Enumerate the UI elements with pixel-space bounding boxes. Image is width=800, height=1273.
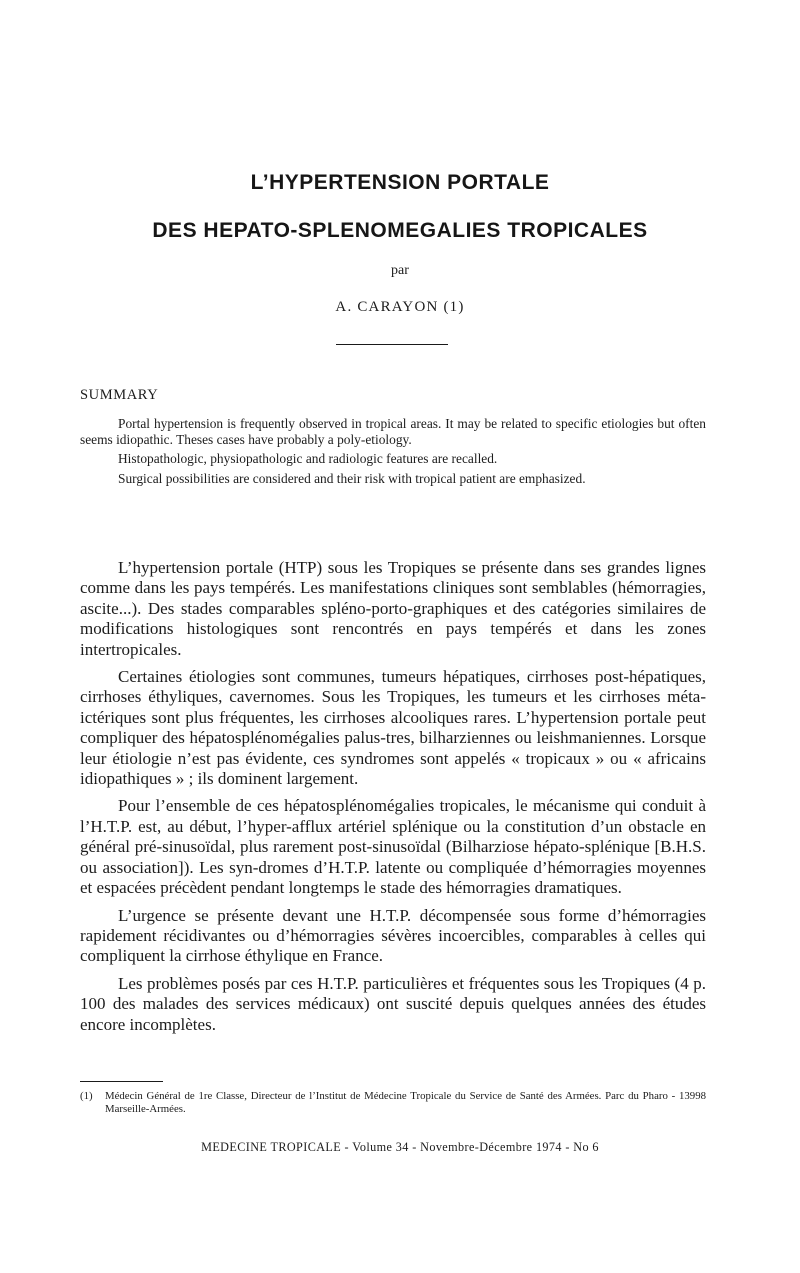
footnote-mark: (1) bbox=[80, 1090, 93, 1102]
body-paragraph: L’hypertension portale (HTP) sous les Tropiques se présente dans ses grandes lignes comme dans les pays tempérés. Les manifestations cliniques sont semblables (hémorragies, ascite...). Des stades comparables spléno-porto-graphiques et des catégories similaires de modifications histologiques sont rencontrés en pays tempérés et dans les zones intertropicales. bbox=[80, 558, 706, 659]
summary-paragraph: Surgical possibilities are considered and their risk with tropical patient are emphasized. bbox=[118, 470, 586, 486]
article-body bbox=[80, 558, 706, 1042]
body-paragraph: L’urgence se présente devant une H.T.P. décompensée sous forme d’hémorragies rapidement récidivantes ou d’hémorragies sévères incoercibles, comparables à celles qui compliquent la cirrhose éthylique en France. bbox=[80, 905, 706, 966]
body-paragraph: Certaines étiologies sont communes, tumeurs hépatiques, cirrhoses post-hépatiques, cirrhoses éthyliques, cavernomes. Sous les Tropiques, les tumeurs et les cirrhoses méta-ictériques sont plus fréquentes, les cirrhoses alcooliques rares. L’hypertension portale peut compliquer des hépatosplénomégalies palus-tres, bilharziennes ou leishmaniennes. Lorsque leur étiologie n’est pas évidente, ces syndromes sont appelés « tropicaux » ou « africains idiopathiques » ; ils dominent largement. bbox=[80, 667, 706, 789]
summary-section bbox=[80, 416, 706, 490]
body-paragraph: Pour l’ensemble de ces hépatosplénomégalies tropicales, le mécanisme qui conduit à l’H.T.P. est, au début, l’hyper-afflux artériel splénique ou la constitution d’un obstacle en général pré-sinusoïdal, plus rarement post-sinusoïdal (Bilharziose hépato-splénique [B.H.S. ou association]). Les syn-dromes d’H.T.P. latente ou compliquée d’hémorragies moyennes et espacées précèdent pendant longtemps le stade des hémorragies dramatiques. bbox=[80, 796, 706, 898]
summary-paragraph: Histopathologic, physiopathologic and radiologic features are recalled. bbox=[118, 451, 498, 466]
footnote bbox=[80, 1090, 706, 1116]
running-footer: MEDECINE TROPICALE - Volume 34 - Novembre-Décembre 1974 - No 6 bbox=[201, 1140, 599, 1154]
summary-paragraph: Portal hypertension is frequently observed in tropical areas. It may be related to specific etiologies but often seems idiopathic. Theses cases have probably a poly-etiology. bbox=[80, 416, 706, 447]
article-title-line-2: DES HEPATO-SPLENOMEGALIES TROPICALES bbox=[152, 219, 648, 242]
article-title-line-1: L’HYPERTENSION PORTALE bbox=[250, 171, 550, 194]
body-paragraph: Les problèmes posés par ces H.T.P. particulières et fréquentes sous les Tropiques (4 p. 100 des malades des services médicaux) ont suscité depuis quelques années des études encore incomplètes. bbox=[80, 973, 706, 1034]
footnote-text: Médecin Général de 1re Classe, Directeur de l’Institut de Médecine Tropicale du Service de Santé des Armées. Parc du Pharo - 13998 Marseille-Armées. bbox=[105, 1090, 706, 1115]
author-name: A. CARAYON (1) bbox=[335, 299, 465, 315]
title-divider bbox=[336, 344, 448, 345]
summary-heading: SUMMARY bbox=[80, 387, 159, 403]
byline-par: par bbox=[391, 263, 409, 278]
footnote-divider bbox=[80, 1081, 163, 1082]
